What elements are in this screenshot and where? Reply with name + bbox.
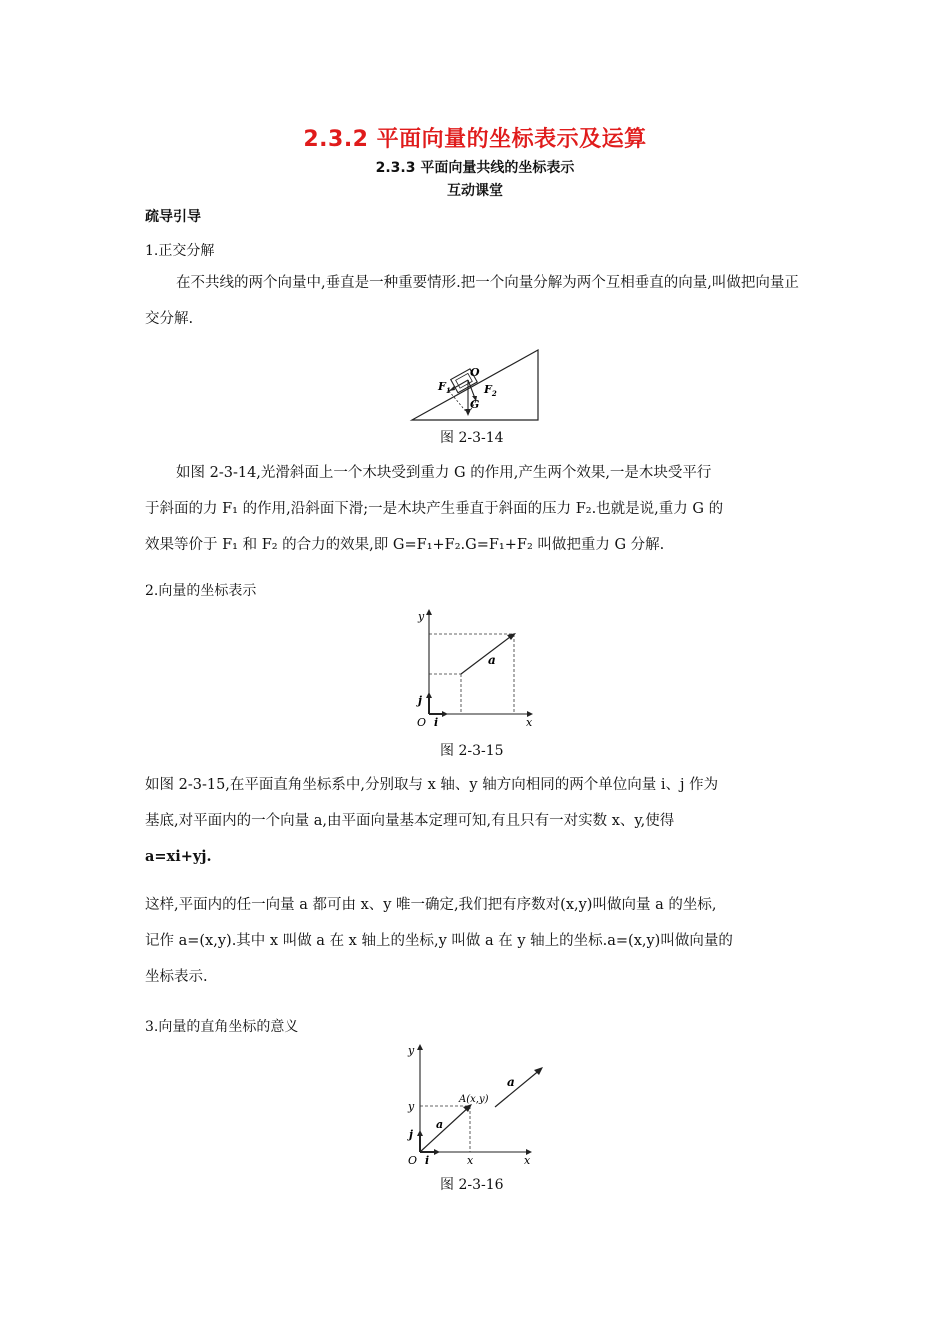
paragraph-coordinates-line-1: 这样,平面内的任一向量 a 都可由 x、y 唯一确定,我们把有序数对(x,y)叫做向量 a 的坐标, bbox=[145, 897, 717, 913]
paragraph-basis-line-3: a=xi+yj. bbox=[145, 848, 212, 865]
label-f2: $F_2$ bbox=[484, 383, 497, 398]
figure-caption-2-3-16: 图 2-3-16 bbox=[440, 1177, 504, 1193]
label-o: O bbox=[408, 1154, 418, 1166]
label-f1: $F_1$ bbox=[438, 380, 451, 395]
label-i: i bbox=[434, 716, 439, 729]
paragraph-basis-line-1: 如图 2-3-15,在平面直角坐标系中,分别取与 x 轴、y 轴方向相同的两个单位向量 i、j 作为 bbox=[145, 777, 719, 793]
paragraph-orthogonal: 在不共线的两个向量中,垂直是一种重要情形.把一个向量分解为两个互相垂直的向量,叫做把向量正交分解. bbox=[145, 275, 799, 327]
label-y-tick: y bbox=[408, 1100, 415, 1113]
paragraph-gravity-line-1: 如图 2-3-14,光滑斜面上一个木块受到重力 G 的作用,产生两个效果,一是木块受平行 bbox=[176, 465, 712, 481]
label-x-tick: x bbox=[467, 1154, 474, 1166]
label-y-axis: y bbox=[408, 1044, 415, 1057]
heading-coordinate-representation: 2.向量的坐标表示 bbox=[145, 583, 257, 599]
label-j: j bbox=[418, 694, 422, 707]
label-x: x bbox=[526, 716, 533, 729]
label-o: O bbox=[470, 366, 480, 379]
label-g: G bbox=[470, 398, 480, 411]
figure-vector-coordinates bbox=[408, 604, 543, 730]
section-heading: 疏导引导 bbox=[145, 209, 201, 225]
page-subtitle: 2.3.3 平面向量共线的坐标表示 bbox=[375, 160, 575, 176]
figure-inclined-plane bbox=[408, 346, 542, 424]
label-point-a: A(x,y) bbox=[459, 1094, 489, 1105]
paragraph-gravity bbox=[145, 455, 807, 563]
page-subtitle-2: 互动课堂 bbox=[447, 183, 503, 199]
paragraph-coordinates-line-3: 坐标表示. bbox=[145, 969, 208, 985]
paragraph-coordinates bbox=[145, 887, 807, 995]
label-i: i bbox=[425, 1154, 430, 1166]
label-x-axis: x bbox=[524, 1154, 531, 1166]
heading-orthogonal-decomposition: 1.正交分解 bbox=[145, 243, 215, 259]
figure-caption-2-3-14: 图 2-3-14 bbox=[440, 430, 504, 446]
paragraph-coordinates-line-2: 记作 a=(x,y).其中 x 叫做 a 在 x 轴上的坐标,y 叫做 a 在 y 轴上的坐标.a=(x,y)叫做向量的 bbox=[145, 933, 733, 949]
heading-coordinate-meaning: 3.向量的直角坐标的意义 bbox=[145, 1019, 299, 1035]
label-j: j bbox=[409, 1128, 413, 1141]
label-y: y bbox=[418, 610, 425, 623]
paragraph-gravity-line-3: 效果等价于 F₁ 和 F₂ 的合力的效果,即 G=F₁+F₂.G=F₁+F₂ 叫做把重力 G 分解. bbox=[145, 537, 665, 553]
paragraph-basis bbox=[145, 767, 807, 875]
figure-coordinate-meaning bbox=[400, 1040, 545, 1166]
figure-caption-2-3-15: 图 2-3-15 bbox=[440, 743, 504, 759]
label-a-origin: a bbox=[436, 1118, 444, 1131]
label-a: a bbox=[488, 653, 496, 667]
label-a-free: a bbox=[507, 1075, 515, 1089]
vector-a-free bbox=[495, 1069, 541, 1107]
label-o: O bbox=[417, 716, 427, 729]
page-title: 2.3.2 平面向量的坐标表示及运算 bbox=[303, 127, 647, 152]
paragraph-gravity-line-2: 于斜面的力 F₁ 的作用,沿斜面下滑;一是木块产生垂直于斜面的压力 F₂.也就是说,重力 G 的 bbox=[145, 501, 724, 517]
paragraph-basis-line-2: 基底,对平面内的一个向量 a,由平面向量基本定理可知,有且只有一对实数 x、y,使得 bbox=[145, 813, 675, 829]
vector-a-origin bbox=[420, 1106, 470, 1152]
